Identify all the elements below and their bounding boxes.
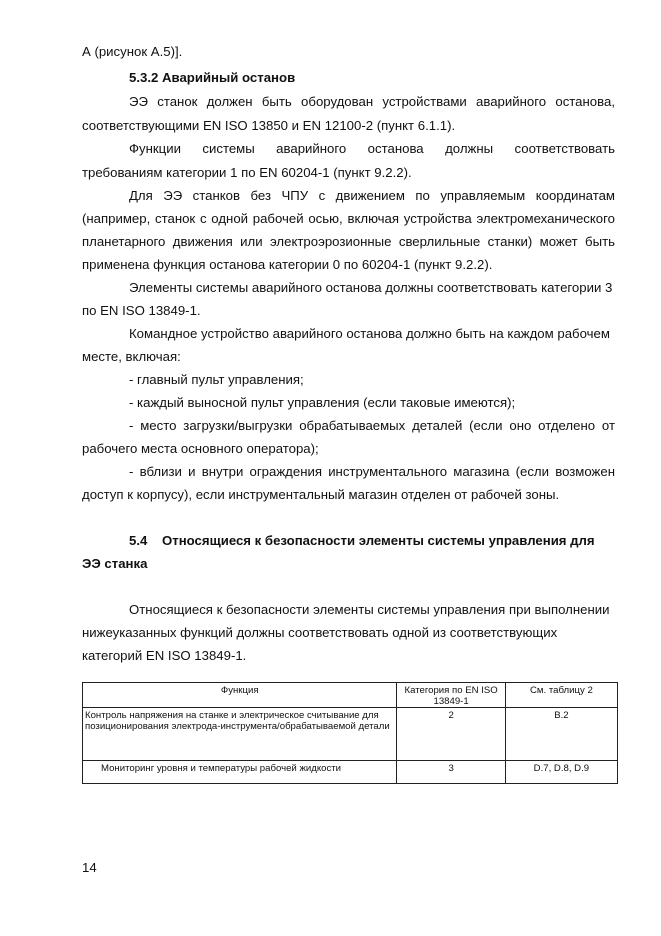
list-item: - каждый выносной пульт управления (если таковые имеются); (129, 395, 516, 410)
section-heading-5-3-2: 5.3.2 Аварийный останов (129, 70, 296, 85)
functions-table (82, 682, 618, 784)
paragraph-line: применена функция останова категории 0 по 60204-1 (пункт 9.2.2). (82, 257, 493, 272)
paragraph-line: Функции системы аварийного останова должны соответствовать (129, 141, 615, 156)
list-item: - главный пульт управления; (129, 372, 304, 387)
paragraph-line: Относящиеся к безопасности элементы системы управления при выполнении (129, 602, 610, 617)
cell-function: Контроль напряжения на станке и электрическое считывание для позиционирования электрода-инструмента/обрабатываемой детали (83, 708, 397, 761)
paragraph-line: ЭЭ станок должен быть оборудован устройствами аварийного останова, (129, 94, 615, 109)
list-item: - вблизи и внутри ограждения инструментального магазина (если возможен (129, 464, 615, 479)
paragraph-line: Элементы системы аварийного останова должны соответствовать категории 3 (129, 280, 613, 295)
paragraph-line: (например, станок с одной рабочей осью, включая устройства электромеханического (82, 211, 615, 226)
page-number: 14 (82, 860, 97, 875)
list-item-continuation: рабочего места основного оператора); (82, 441, 319, 456)
paragraph-line: соответствующими EN ISO 13850 и EN 12100-2 (пункт 6.1.1). (82, 118, 456, 133)
table-header-row (83, 683, 618, 708)
cell-category: 3 (397, 761, 505, 784)
table-row (83, 708, 618, 761)
cell-category: 2 (397, 708, 505, 761)
paragraph-line: Командное устройство аварийного останова должно быть на каждом рабочем (129, 326, 610, 341)
table-row (83, 761, 618, 784)
paragraph-line: А (рисунок А.5)]. (82, 44, 183, 59)
paragraph-line: нижеуказанных функций должны соответствовать одной из соответствующих (82, 625, 558, 640)
header-function: Функция (83, 683, 397, 708)
cell-function: Мониторинг уровня и температуры рабочей жидкости (83, 761, 397, 784)
list-item-continuation: доступ к корпусу), если инструментальный магазин отделен от рабочей зоны. (82, 487, 560, 502)
paragraph-line: Для ЭЭ станков без ЧПУ с движением по управляемым координатам (129, 188, 615, 203)
list-item: - место загрузки/выгрузки обрабатываемых деталей (если оно отделено от (129, 418, 615, 433)
paragraph-line: категорий EN ISO 13849-1. (82, 648, 247, 663)
paragraph-line: требованиям категории 1 по EN 60204-1 (пункт 9.2.2). (82, 165, 412, 180)
header-see-table: См. таблицу 2 (505, 683, 617, 708)
paragraph-line: по EN ISO 13849-1. (82, 303, 201, 318)
paragraph-line: месте, включая: (82, 349, 181, 364)
paragraph-line: планетарного движения или электроэрозионные сверлильные станки) может быть (82, 234, 615, 249)
cell-see-table: B.2 (505, 708, 617, 761)
cell-see-table: D.7, D.8, D.9 (505, 761, 617, 784)
section-heading-5-4: 5.4 Относящиеся к безопасности элементы системы управления для (129, 533, 595, 548)
section-heading-5-4-continuation: ЭЭ станка (82, 556, 148, 571)
header-category: Категория по EN ISO 13849-1 (397, 683, 505, 708)
